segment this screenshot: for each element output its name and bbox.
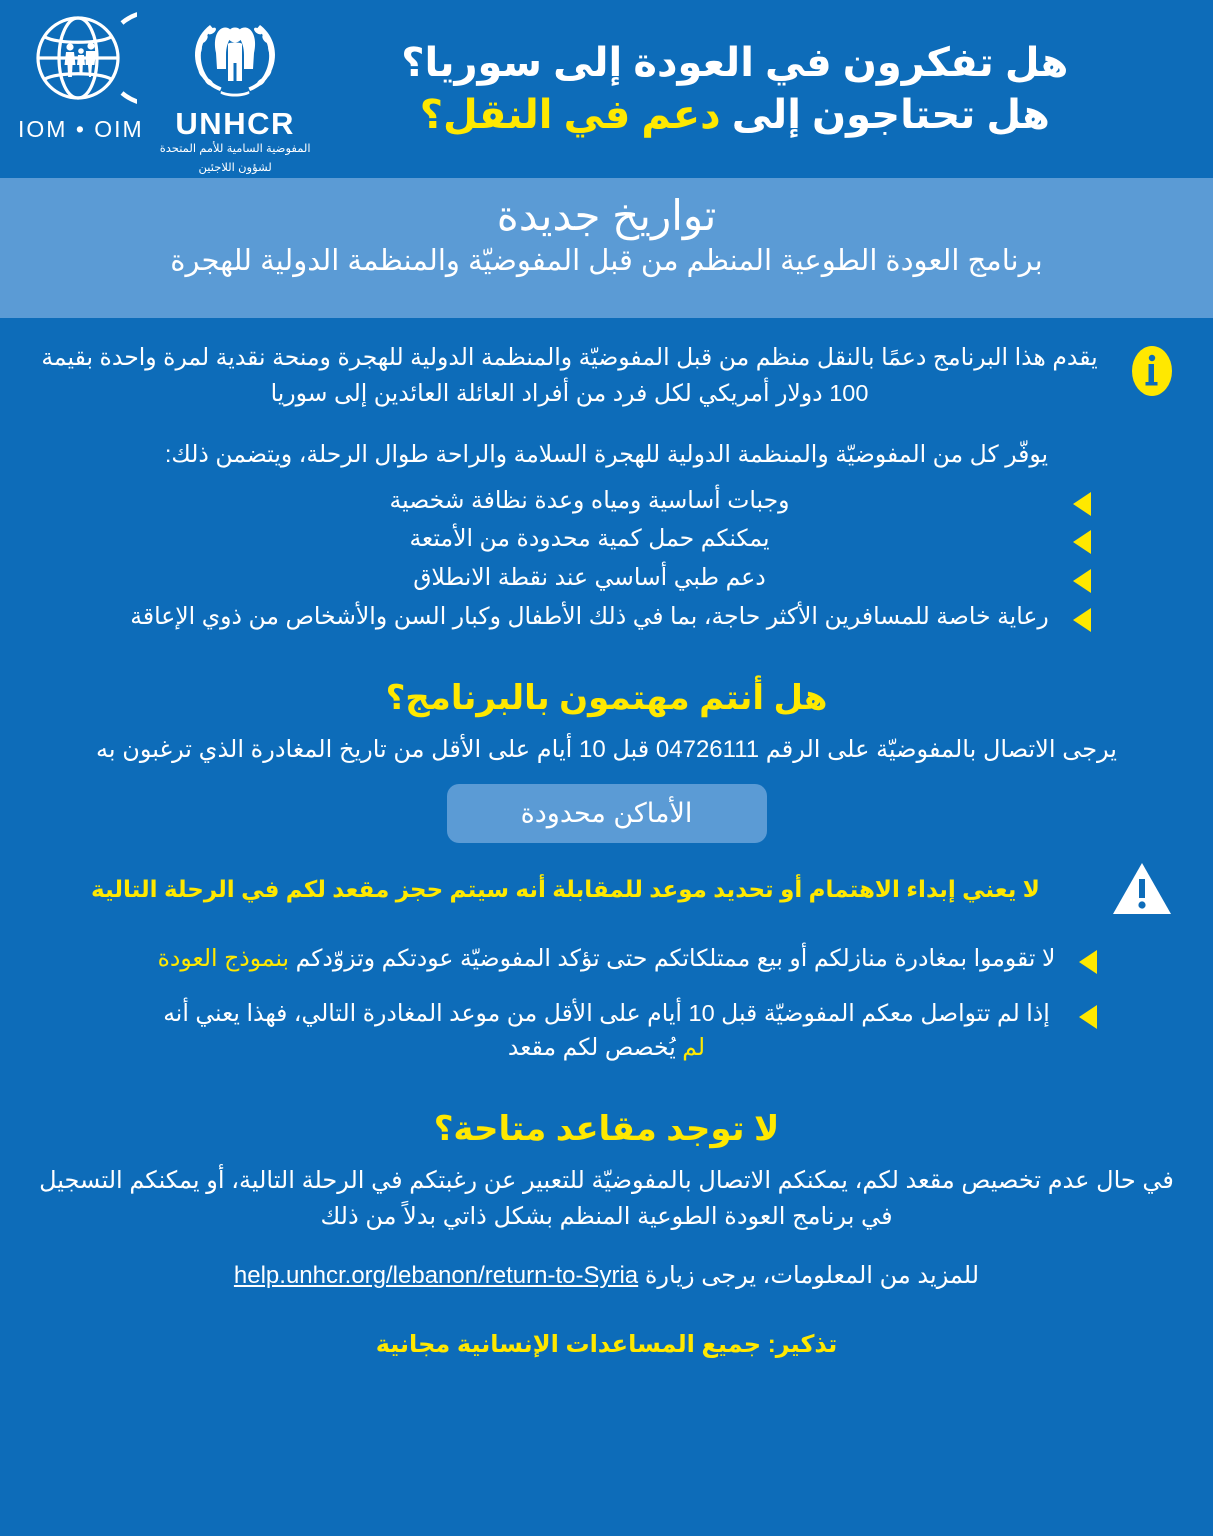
list-item-label xyxy=(30,941,1063,976)
info-block xyxy=(30,340,1183,411)
unhcr-subtitle-line-1: المفوضية السامية للأمم المتحدة xyxy=(159,143,311,156)
header-title-line-2-yellow: دعم في النقل؟ xyxy=(419,93,721,137)
warning-block xyxy=(30,861,1183,917)
caution-2-tail: يُخصص لكم مقعد xyxy=(507,1034,683,1061)
bullet-arrow-icon xyxy=(1079,950,1097,974)
iom-logo xyxy=(18,9,144,141)
iom-wordmark: IOM • OIM xyxy=(18,116,144,143)
unhcr-emblem-icon xyxy=(176,9,294,106)
more-info-prefix: للمزيد من المعلومات، يرجى زيارة xyxy=(638,1262,980,1290)
caution-2-highlight: لم xyxy=(682,1034,706,1061)
header-title-line-2-white: هل تحتاجون إلى xyxy=(720,93,1050,137)
list-item xyxy=(30,941,1183,976)
cautions-list xyxy=(30,941,1183,1065)
unhcr-logo xyxy=(160,9,311,176)
info-paragraph: يقدم هذا البرنامج دعمًا بالنقل منظم من قبل المفوضيّة والمنظمة الدولية للهجرة ومنحة نقدية لمرة واحدة بقيمة 100 دولار أمريكي لكل فرد من أفراد العائلة العائدين إلى سوريا xyxy=(41,344,1098,406)
interested-paragraph: يرجى الاتصال بالمفوضيّة على الرقم 04726111 قبل 10 أيام على الأقل من تاريخ المغادرة الذي ترغبون به xyxy=(96,735,1117,763)
limited-places-pill-wrap xyxy=(30,784,1183,843)
bullet-arrow-icon xyxy=(1073,608,1091,632)
no-seats-heading: لا توجد مقاعد متاحة؟ xyxy=(433,1110,780,1149)
list-item-label: وجبات أساسية ومياه وعدة نظافة شخصية xyxy=(389,486,790,513)
poster-body xyxy=(0,318,1213,1359)
more-info-line xyxy=(30,1261,1183,1290)
info-circle-icon xyxy=(1129,344,1175,398)
services-list xyxy=(30,483,1183,634)
bullet-arrow-icon xyxy=(1079,1005,1097,1029)
logo-group xyxy=(0,1,311,176)
header-title-block xyxy=(311,37,1189,141)
list-item xyxy=(30,560,1183,595)
services-lead-text: يوفّر كل من المفوضيّة والمنظمة الدولية للهجرة السلامة والراحة طوال الرحلة، ويتضمن ذلك: xyxy=(164,441,1049,468)
banner-title: تواريخ جديدة xyxy=(496,192,717,239)
caution-2-plain: إذا لم تتواصل معكم المفوضيّة قبل 10 أيام على الأقل من موعد المغادرة التالي، فهذا يعني أنه xyxy=(163,999,1050,1026)
bullet-arrow-icon xyxy=(1073,530,1091,554)
footer-reminder: تذكير: جميع المساعدات الإنسانية مجانية xyxy=(375,1331,838,1359)
header-title-line-2 xyxy=(321,89,1149,141)
header-title-line-1: هل تفكرون في العودة إلى سوريا؟ xyxy=(401,41,1069,85)
help-unhcr-link[interactable]: help.unhcr.org/lebanon/return-to-Syria xyxy=(233,1262,639,1290)
list-item-label: رعاية خاصة للمسافرين الأكثر حاجة، بما في ذلك الأطفال وكبار السن والأشخاص من ذوي الإعاقة xyxy=(130,602,1049,629)
caution-1-plain: لا تقوموا بمغادرة منازلكم أو بيع ممتلكاتكم حتى تؤكد المفوضيّة عودتكم وتزوّدكم xyxy=(289,944,1056,971)
list-item xyxy=(30,996,1183,1066)
list-item-label xyxy=(30,996,1063,1066)
bullet-arrow-icon xyxy=(1073,492,1091,516)
limited-places-badge[interactable]: الأماكن محدودة xyxy=(447,784,767,843)
list-item xyxy=(30,521,1183,556)
list-item xyxy=(30,599,1183,634)
list-item-label: دعم طبي أساسي عند نقطة الانطلاق xyxy=(413,564,766,591)
interested-heading: هل أنتم مهتمون بالبرنامج؟ xyxy=(385,678,828,717)
bullet-arrow-icon xyxy=(1073,569,1091,593)
banner xyxy=(0,178,1213,318)
warning-text: لا يعني إبداء الاهتمام أو تحديد موعد للمقابلة أنه سيتم حجز مقعد لكم في الرحلة التالية xyxy=(91,875,1040,902)
list-item xyxy=(30,483,1183,518)
caution-1-highlight: بنموذج العودة xyxy=(157,944,290,971)
iom-globe-icon xyxy=(25,9,137,116)
poster-header xyxy=(0,0,1213,178)
list-item-label: يمكنكم حمل كمية محدودة من الأمتعة xyxy=(409,525,770,552)
no-seats-paragraph: في حال عدم تخصيص مقعد لكم، يمكنكم الاتصال بالمفوضيّة للتعبير عن رغبتكم في الرحلة التالية، أو يمكنكم التسجيل في برنامج العودة الطوعية المنظم بشكل ذاتي بدلاً من ذلك xyxy=(39,1167,1174,1231)
warning-triangle-icon xyxy=(1111,861,1173,917)
banner-subtitle: برنامج العودة الطوعية المنظم من قبل المفوضيّة والمنظمة الدولية للهجرة xyxy=(170,245,1043,278)
unhcr-subtitle-line-2: لشؤون اللاجئين xyxy=(198,162,272,174)
unhcr-wordmark: UNHCR xyxy=(175,106,295,142)
